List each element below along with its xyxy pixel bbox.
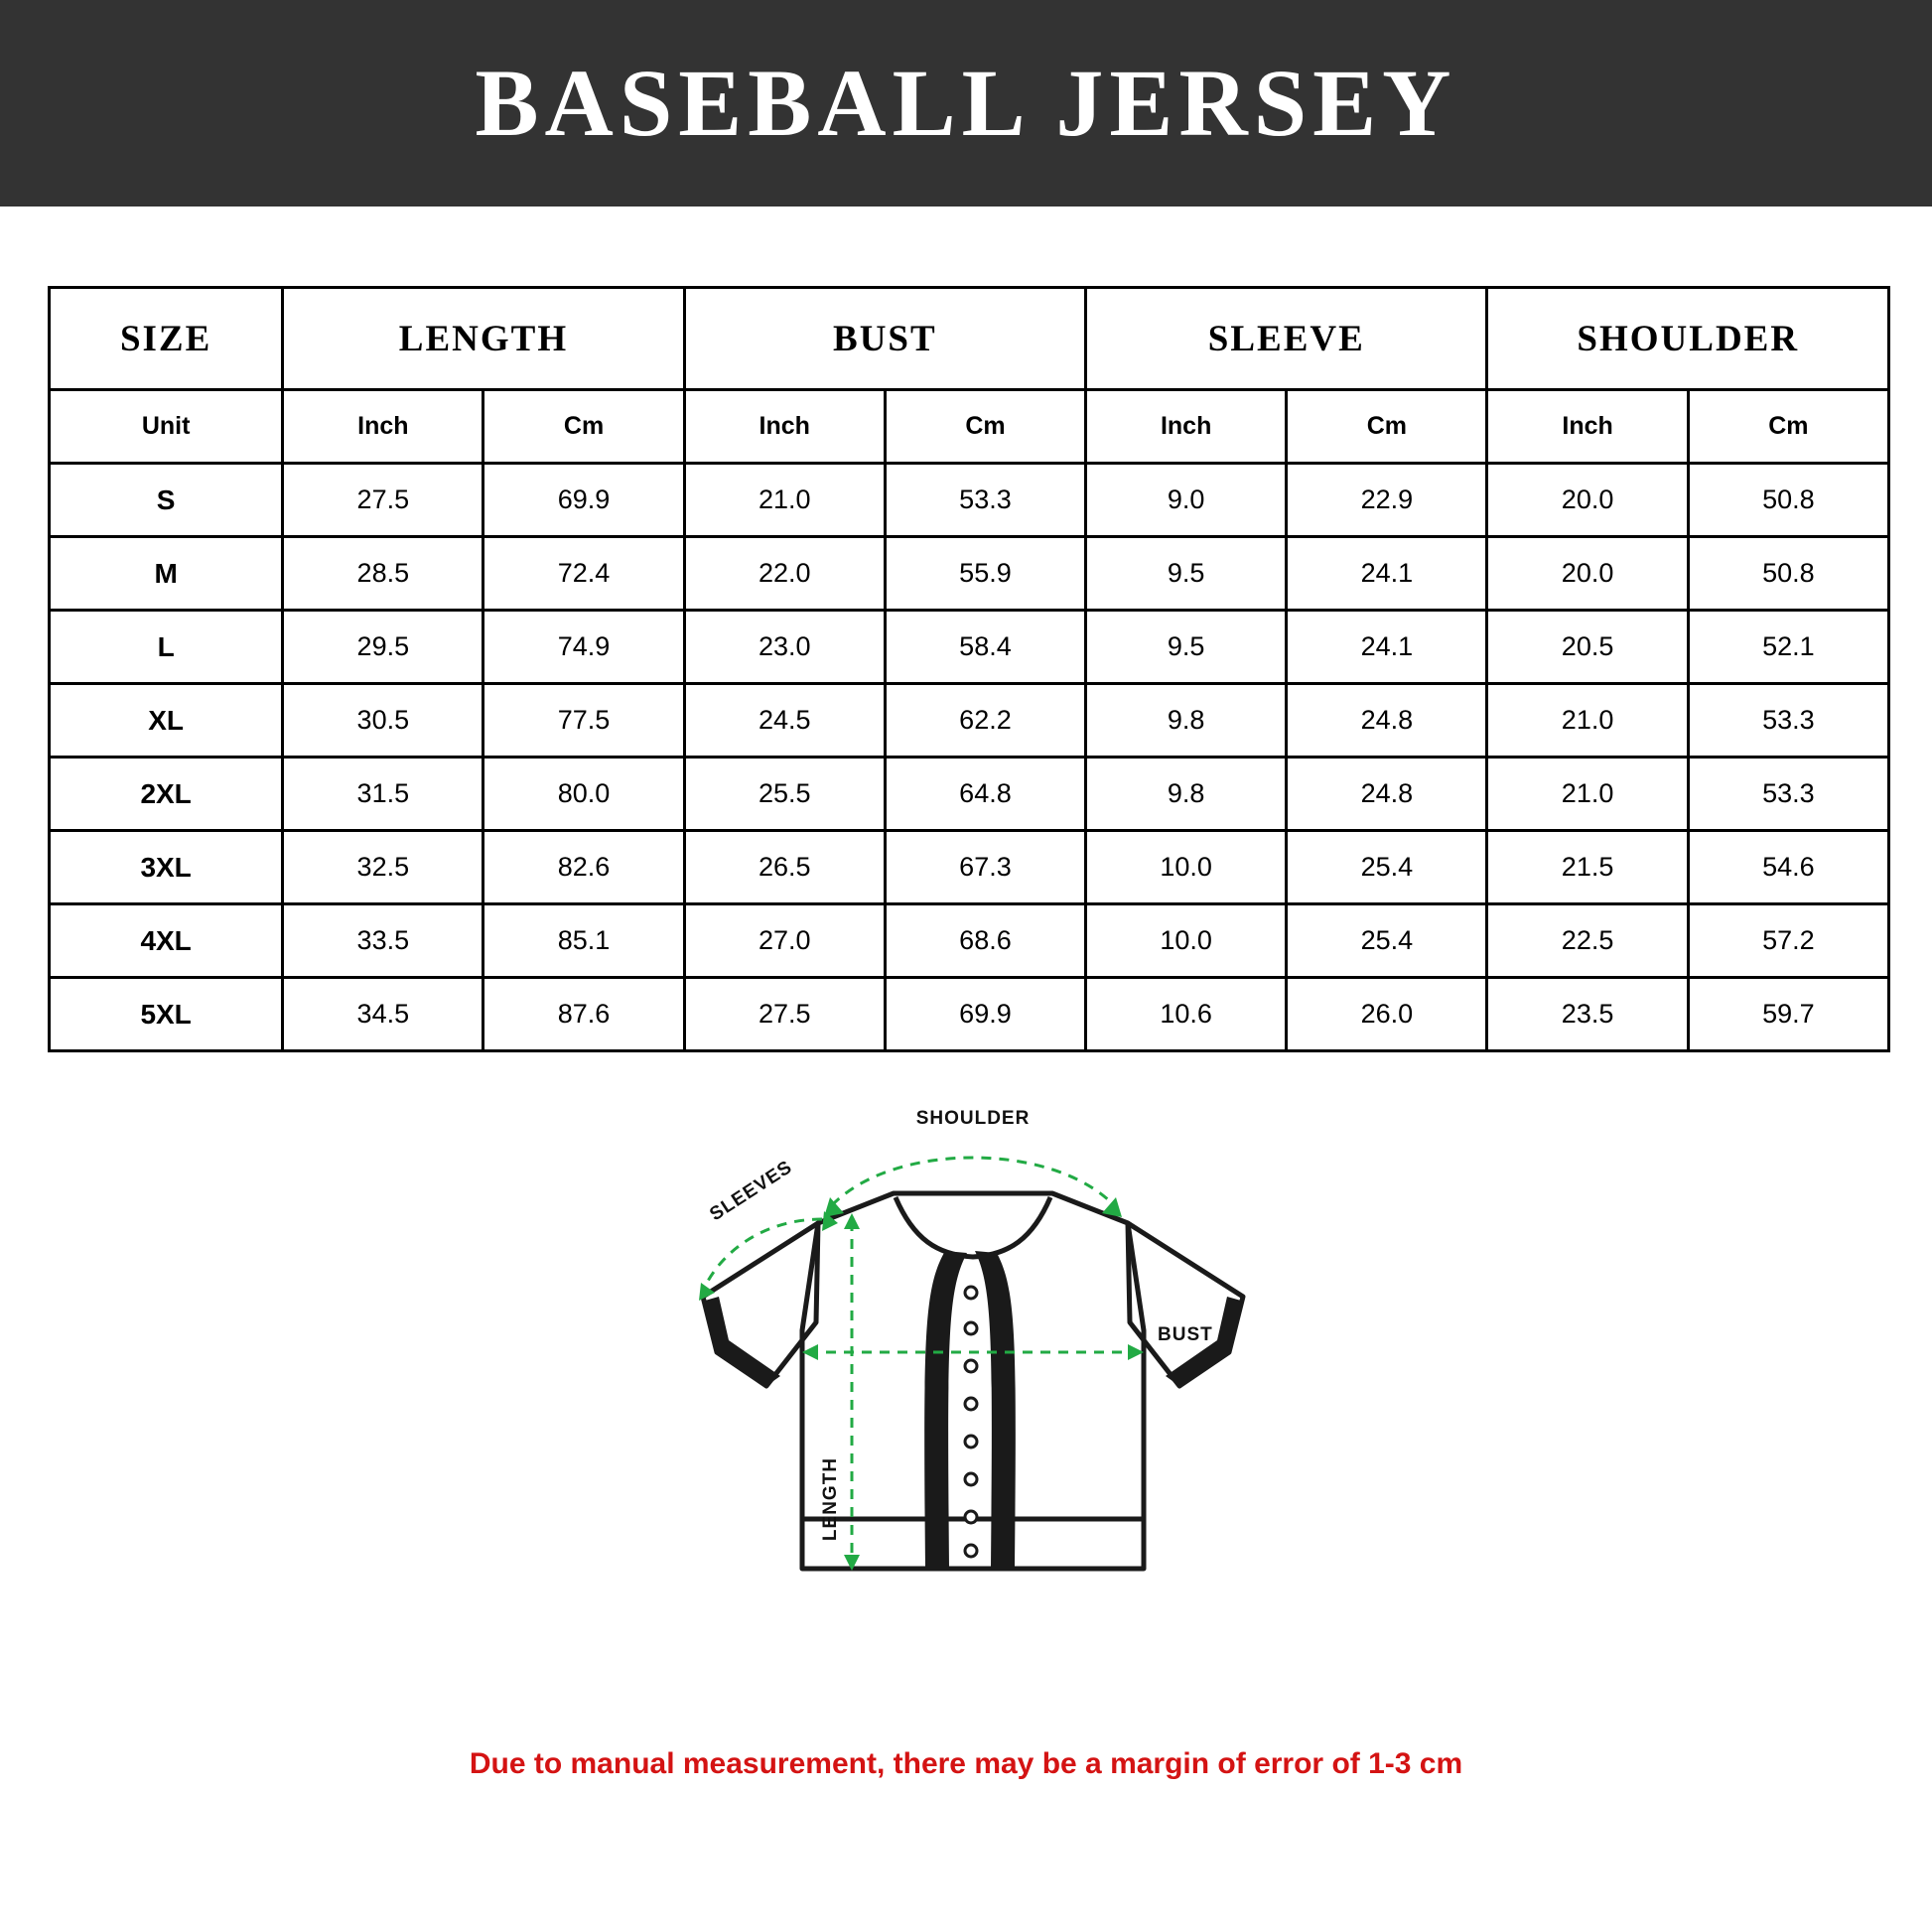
cell-length-inch: 29.5 bbox=[283, 611, 483, 684]
cell-length-inch: 34.5 bbox=[283, 978, 483, 1051]
unit-bust-cm: Cm bbox=[885, 390, 1085, 464]
cell-shoulder-inch: 20.0 bbox=[1487, 537, 1688, 611]
cell-length-inch: 33.5 bbox=[283, 904, 483, 978]
cell-shoulder-cm: 52.1 bbox=[1688, 611, 1888, 684]
cell-sleeve-cm: 25.4 bbox=[1287, 904, 1487, 978]
cell-length-cm: 69.9 bbox=[483, 464, 684, 537]
unit-length-inch: Inch bbox=[283, 390, 483, 464]
size-table bbox=[48, 286, 1890, 1052]
size-table-body bbox=[50, 464, 1889, 1051]
table-row bbox=[50, 831, 1889, 904]
jersey-measurement-diagram bbox=[596, 1102, 1350, 1658]
cell-sleeve-inch: 9.0 bbox=[1086, 464, 1287, 537]
unit-shoulder-inch: Inch bbox=[1487, 390, 1688, 464]
cell-shoulder-inch: 21.5 bbox=[1487, 831, 1688, 904]
collar bbox=[896, 1197, 1050, 1257]
cell-shoulder-cm: 53.3 bbox=[1688, 758, 1888, 831]
cell-sleeve-cm: 26.0 bbox=[1287, 978, 1487, 1051]
cell-sleeve-cm: 24.1 bbox=[1287, 611, 1487, 684]
cell-length-inch: 31.5 bbox=[283, 758, 483, 831]
unit-sleeve-inch: Inch bbox=[1086, 390, 1287, 464]
cell-sleeve-inch: 10.0 bbox=[1086, 831, 1287, 904]
cell-length-inch: 27.5 bbox=[283, 464, 483, 537]
cell-size: S bbox=[50, 464, 283, 537]
cell-shoulder-cm: 59.7 bbox=[1688, 978, 1888, 1051]
table-group-header-row bbox=[50, 288, 1889, 390]
cell-bust-inch: 25.5 bbox=[684, 758, 885, 831]
group-header-sleeve: SLEEVE bbox=[1086, 288, 1487, 390]
cell-bust-inch: 22.0 bbox=[684, 537, 885, 611]
measurement-guides bbox=[703, 1158, 1138, 1565]
cell-shoulder-cm: 53.3 bbox=[1688, 684, 1888, 758]
cell-length-inch: 32.5 bbox=[283, 831, 483, 904]
table-unit-row bbox=[50, 390, 1889, 464]
cell-sleeve-inch: 9.5 bbox=[1086, 537, 1287, 611]
cell-bust-cm: 64.8 bbox=[885, 758, 1085, 831]
label-bust: BUST bbox=[1158, 1324, 1213, 1345]
cell-length-cm: 77.5 bbox=[483, 684, 684, 758]
cell-bust-cm: 69.9 bbox=[885, 978, 1085, 1051]
cell-bust-cm: 62.2 bbox=[885, 684, 1085, 758]
cell-sleeve-cm: 22.9 bbox=[1287, 464, 1487, 537]
cell-shoulder-inch: 20.0 bbox=[1487, 464, 1688, 537]
cell-shoulder-cm: 50.8 bbox=[1688, 464, 1888, 537]
cell-length-inch: 30.5 bbox=[283, 684, 483, 758]
unit-sleeve-cm: Cm bbox=[1287, 390, 1487, 464]
cell-bust-cm: 68.6 bbox=[885, 904, 1085, 978]
cell-bust-cm: 58.4 bbox=[885, 611, 1085, 684]
label-shoulder: SHOULDER bbox=[915, 1108, 1031, 1129]
size-table-container bbox=[48, 286, 1890, 1052]
cell-sleeve-inch: 10.6 bbox=[1086, 978, 1287, 1051]
cell-length-cm: 82.6 bbox=[483, 831, 684, 904]
cell-shoulder-inch: 20.5 bbox=[1487, 611, 1688, 684]
cell-length-cm: 80.0 bbox=[483, 758, 684, 831]
cell-bust-inch: 21.0 bbox=[684, 464, 885, 537]
table-row bbox=[50, 611, 1889, 684]
cell-size: 5XL bbox=[50, 978, 283, 1051]
cell-sleeve-inch: 9.5 bbox=[1086, 611, 1287, 684]
table-row bbox=[50, 537, 1889, 611]
unit-shoulder-cm: Cm bbox=[1688, 390, 1888, 464]
cell-sleeve-cm: 24.1 bbox=[1287, 537, 1487, 611]
cell-size: 2XL bbox=[50, 758, 283, 831]
cell-bust-cm: 55.9 bbox=[885, 537, 1085, 611]
label-sleeves: SLEEVES bbox=[706, 1157, 797, 1226]
cell-sleeve-cm: 24.8 bbox=[1287, 758, 1487, 831]
group-header-size: SIZE bbox=[50, 288, 283, 390]
label-length: LENGTH bbox=[820, 1456, 841, 1542]
group-header-shoulder: SHOULDER bbox=[1487, 288, 1889, 390]
unit-label: Unit bbox=[50, 390, 283, 464]
table-row bbox=[50, 464, 1889, 537]
cell-sleeve-cm: 25.4 bbox=[1287, 831, 1487, 904]
cell-shoulder-inch: 23.5 bbox=[1487, 978, 1688, 1051]
group-header-length: LENGTH bbox=[283, 288, 684, 390]
cell-length-cm: 87.6 bbox=[483, 978, 684, 1051]
table-row bbox=[50, 758, 1889, 831]
measurement-disclaimer: Due to manual measurement, there may be a margin of error of 1-3 cm bbox=[469, 1747, 1463, 1780]
cell-bust-inch: 23.0 bbox=[684, 611, 885, 684]
cell-sleeve-inch: 10.0 bbox=[1086, 904, 1287, 978]
cell-size: M bbox=[50, 537, 283, 611]
cell-bust-cm: 53.3 bbox=[885, 464, 1085, 537]
cell-bust-inch: 26.5 bbox=[684, 831, 885, 904]
cell-shoulder-inch: 22.5 bbox=[1487, 904, 1688, 978]
cell-size: 4XL bbox=[50, 904, 283, 978]
cell-sleeve-cm: 24.8 bbox=[1287, 684, 1487, 758]
cell-length-cm: 72.4 bbox=[483, 537, 684, 611]
group-header-bust: BUST bbox=[684, 288, 1085, 390]
cell-bust-inch: 27.5 bbox=[684, 978, 885, 1051]
cell-sleeve-inch: 9.8 bbox=[1086, 758, 1287, 831]
cell-bust-inch: 24.5 bbox=[684, 684, 885, 758]
cell-shoulder-cm: 57.2 bbox=[1688, 904, 1888, 978]
cell-bust-cm: 67.3 bbox=[885, 831, 1085, 904]
cell-length-inch: 28.5 bbox=[283, 537, 483, 611]
cell-sleeve-inch: 9.8 bbox=[1086, 684, 1287, 758]
jersey-buttons bbox=[965, 1287, 977, 1557]
table-row bbox=[50, 904, 1889, 978]
cell-shoulder-cm: 50.8 bbox=[1688, 537, 1888, 611]
page-header bbox=[0, 0, 1932, 207]
table-row bbox=[50, 684, 1889, 758]
cell-bust-inch: 27.0 bbox=[684, 904, 885, 978]
cell-size: 3XL bbox=[50, 831, 283, 904]
cell-size: L bbox=[50, 611, 283, 684]
cell-size: XL bbox=[50, 684, 283, 758]
unit-bust-inch: Inch bbox=[684, 390, 885, 464]
cell-length-cm: 74.9 bbox=[483, 611, 684, 684]
unit-length-cm: Cm bbox=[483, 390, 684, 464]
cell-shoulder-inch: 21.0 bbox=[1487, 758, 1688, 831]
cell-shoulder-inch: 21.0 bbox=[1487, 684, 1688, 758]
cell-length-cm: 85.1 bbox=[483, 904, 684, 978]
cell-shoulder-cm: 54.6 bbox=[1688, 831, 1888, 904]
page-title: BASEBALL JERSEY bbox=[475, 50, 1457, 156]
table-row bbox=[50, 978, 1889, 1051]
